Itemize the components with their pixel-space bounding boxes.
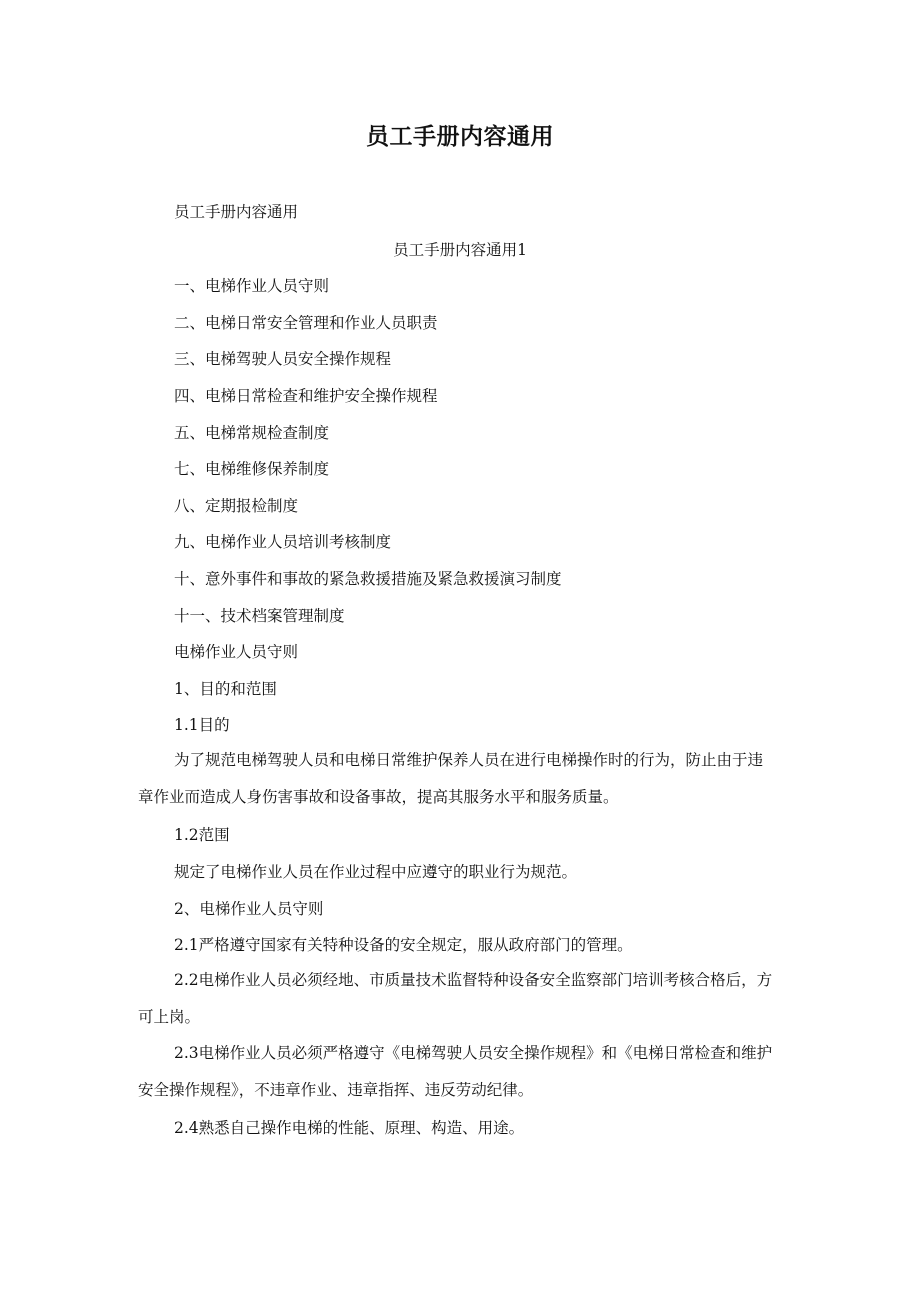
section-title: 1、目的和范围	[174, 680, 277, 698]
subtitle: 员工手册内容通用	[174, 203, 299, 221]
paragraph: 为了规范电梯驾驶人员和电梯日常维护保养人员在进行电梯操作时的行为，防止由于违章作业而造成人身伤害事故和设备事故，提高其服务水平和服务质量。	[138, 751, 764, 806]
subsection-title: 1.1目的	[174, 716, 230, 734]
clause: 2.4熟悉自己操作电梯的性能、原理、构造、用途。	[174, 1119, 525, 1137]
toc-item: 一、电梯作业人员守则	[174, 277, 330, 295]
subsection-title: 1.2范围	[174, 826, 230, 844]
toc-item: 七、电梯维修保养制度	[174, 460, 330, 478]
toc-item: 二、电梯日常安全管理和作业人员职责	[174, 314, 438, 332]
toc-item: 四、电梯日常检查和维护安全操作规程	[174, 387, 438, 405]
toc-item: 五、电梯常规检查制度	[174, 424, 330, 442]
clause: 2.1严格遵守国家有关特种设备的安全规定，服从政府部门的管理。	[174, 936, 633, 954]
clause: 2.3电梯作业人员必须严格遵守《电梯驾驶人员安全操作规程》和《电梯日常检查和维护安全操作规程》，不违章作业、违章指挥、违反劳动纪律。	[138, 1044, 773, 1099]
document-title: 员工手册内容通用	[366, 124, 554, 150]
chapter-title: 电梯作业人员守则	[174, 643, 299, 661]
toc-item: 九、电梯作业人员培训考核制度	[174, 533, 392, 551]
toc-item: 十一、技术档案管理制度	[174, 607, 345, 625]
toc-item: 三、电梯驾驶人员安全操作规程	[174, 350, 392, 368]
section-title: 2、电梯作业人员守则	[174, 900, 324, 918]
section-heading: 员工手册内容通用1	[393, 241, 527, 259]
clause: 2.2电梯作业人员必须经地、市质量技术监督特种设备安全监察部门培训考核合格后，方可上岗。	[138, 971, 773, 1026]
toc-item: 八、定期报检制度	[174, 497, 299, 515]
toc-item: 十、意外事件和事故的紧急救援措施及紧急救援演习制度	[174, 570, 562, 588]
paragraph: 规定了电梯作业人员在作业过程中应遵守的职业行为规范。	[174, 863, 578, 881]
